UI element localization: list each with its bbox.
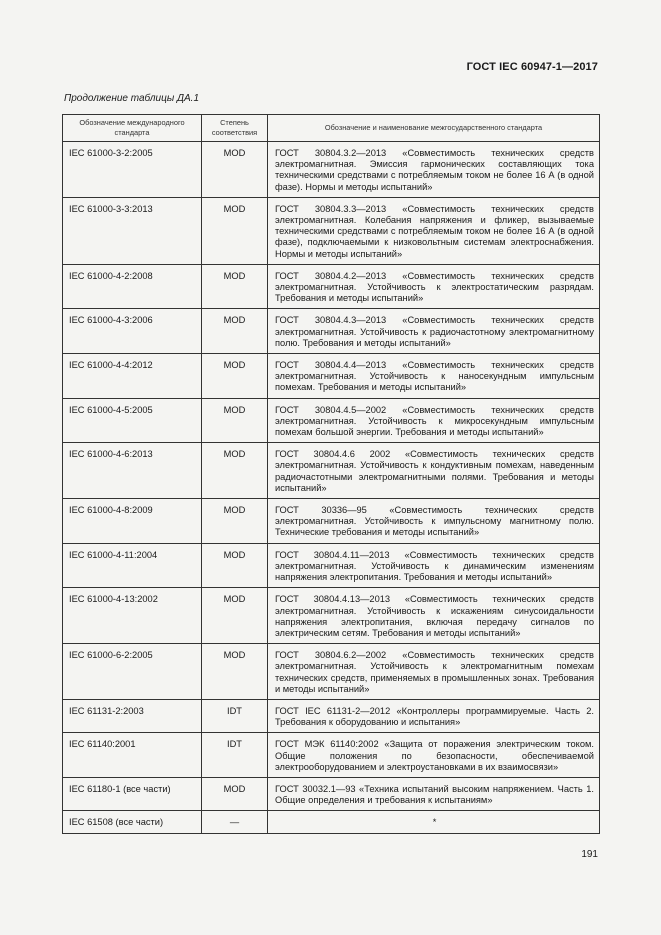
interstate-standard-description: ГОСТ 30804.4.11—2013 «Совместимость технических средств электромагнитная. Устойчивость к динамическим изменениям напряжения электропитания. Требования и методы испытаний» [268, 543, 600, 588]
international-standard-code: IEC 61000-4-11:2004 [63, 543, 202, 588]
degree-of-correspondence: MOD [202, 543, 268, 588]
table-row [63, 443, 600, 499]
international-standard-code: IEC 61508 (все части) [63, 811, 202, 833]
interstate-standard-description: * [268, 811, 600, 833]
degree-of-correspondence: MOD [202, 354, 268, 399]
international-standard-code: IEC 61000-6-2:2005 [63, 644, 202, 700]
interstate-standard-description: ГОСТ 30804.4.5—2002 «Совместимость технических средств электромагнитная. Устойчивость к микросекундным импульсным помехам большой энергии. Требования и методы испытаний» [268, 398, 600, 443]
international-standard-code: IEC 61180-1 (все части) [63, 777, 202, 810]
degree-of-correspondence: MOD [202, 398, 268, 443]
table-row [63, 142, 600, 198]
table-row [63, 264, 600, 309]
interstate-standard-description: ГОСТ 30804.4.6 2002 «Совместимость технических средств электромагнитная. Устойчивость к кондуктивным помехам, наведенным радиочастотными электромагнитными полями. Требования и методы испытаний» [268, 443, 600, 499]
degree-of-correspondence: MOD [202, 499, 268, 544]
international-standard-code: IEC 61131-2:2003 [63, 699, 202, 732]
degree-of-correspondence: MOD [202, 443, 268, 499]
table-row [63, 543, 600, 588]
interstate-standard-description: ГОСТ 30804.6.2—2002 «Совместимость технических средств электромагнитная. Устойчивость к электромагнитным помехам технических средств, применяемых в промышленных зонах. Требования и методы испытаний» [268, 644, 600, 700]
table-row [63, 354, 600, 399]
interstate-standard-description: ГОСТ 30032.1—93 «Техника испытаний высоким напряжением. Часть 1. Общие определения и требования к испытаниям» [268, 777, 600, 810]
interstate-standard-description: ГОСТ 30804.4.2—2013 «Совместимость технических средств электромагнитная. Устойчивость к электростатическим разрядам. Требования и методы испытаний» [268, 264, 600, 309]
degree-of-correspondence: MOD [202, 142, 268, 198]
interstate-standard-description: ГОСТ 30804.4.3—2013 «Совместимость технических средств электромагнитная. Устойчивость к радиочастотному электромагнитному полю. Требования и методы испытаний» [268, 309, 600, 354]
table-row [63, 499, 600, 544]
international-standard-code: IEC 61000-4-6:2013 [63, 443, 202, 499]
interstate-standard-description: ГОСТ IEC 61131-2—2012 «Контроллеры программируемые. Часть 2. Требования к оборудованию и испытания» [268, 699, 600, 732]
table-row [63, 398, 600, 443]
standards-table [62, 114, 600, 834]
degree-of-correspondence: MOD [202, 197, 268, 264]
table-row [63, 777, 600, 810]
degree-of-correspondence: MOD [202, 588, 268, 644]
page-number: 191 [581, 849, 598, 860]
degree-of-correspondence: MOD [202, 644, 268, 700]
international-standard-code: IEC 61000-4-13:2002 [63, 588, 202, 644]
table-row [63, 644, 600, 700]
international-standard-code: IEC 61000-4-5:2005 [63, 398, 202, 443]
interstate-standard-description: ГОСТ МЭК 61140:2002 «Защита от поражения электрическим током. Общие положения по безопасности, обеспечиваемой электрооборудованием и электроустановками в их взаимосвязи» [268, 733, 600, 778]
table-row [63, 197, 600, 264]
table-header-row [63, 115, 600, 142]
interstate-standard-description: ГОСТ 30804.4.4—2013 «Совместимость технических средств электромагнитная. Устойчивость к наносекундным импульсным помехам. Требования и методы испытаний» [268, 354, 600, 399]
international-standard-code: IEC 61000-4-3:2006 [63, 309, 202, 354]
degree-of-correspondence: IDT [202, 699, 268, 732]
table-row [63, 699, 600, 732]
degree-of-correspondence: MOD [202, 309, 268, 354]
column-header-degree: Степень соответствия [202, 115, 268, 142]
international-standard-code: IEC 61000-3-2:2005 [63, 142, 202, 198]
degree-of-correspondence: — [202, 811, 268, 833]
interstate-standard-description: ГОСТ 30336—95 «Совместимость технических средств электромагнитная. Устойчивость к импульсному магнитному полю. Технические требования и методы испытаний» [268, 499, 600, 544]
degree-of-correspondence: IDT [202, 733, 268, 778]
international-standard-code: IEC 61000-3-3:2013 [63, 197, 202, 264]
interstate-standard-description: ГОСТ 30804.3.3—2013 «Совместимость технических средств электромагнитная. Колебания напряжения и фликер, вызываемые техническими средствами с потребляемым током не более 16 А (в одной фазе), подключаемыми к низковольтным системам электроснабжения. Нормы и методы испытаний» [268, 197, 600, 264]
document-id: ГОСТ IEC 60947-1—2017 [466, 61, 598, 73]
interstate-standard-description: ГОСТ 30804.4.13—2013 «Совместимость технических средств электромагнитная. Устойчивость к искажениям синусоидальности напряжения электропитания, включая передачу сигналов по электрическим сетям. Требования и методы испытаний» [268, 588, 600, 644]
table-row [63, 733, 600, 778]
table-continuation-caption: Продолжение таблицы ДА.1 [64, 93, 200, 104]
degree-of-correspondence: MOD [202, 777, 268, 810]
international-standard-code: IEC 61000-4-4:2012 [63, 354, 202, 399]
international-standard-code: IEC 61000-4-2:2008 [63, 264, 202, 309]
column-header-interstate-standard: Обозначение и наименование межгосударственного стандарта [268, 115, 600, 142]
table-row [63, 811, 600, 833]
table-row [63, 309, 600, 354]
international-standard-code: IEC 61140:2001 [63, 733, 202, 778]
column-header-international-standard: Обозначение международного стандарта [63, 115, 202, 142]
degree-of-correspondence: MOD [202, 264, 268, 309]
interstate-standard-description: ГОСТ 30804.3.2—2013 «Совместимость технических средств электромагнитная. Эмиссия гармонических составляющих тока техническими средствами с потребляемым током не более 16 А (в одной фазе). Нормы и методы испытаний» [268, 142, 600, 198]
table-row [63, 588, 600, 644]
international-standard-code: IEC 61000-4-8:2009 [63, 499, 202, 544]
